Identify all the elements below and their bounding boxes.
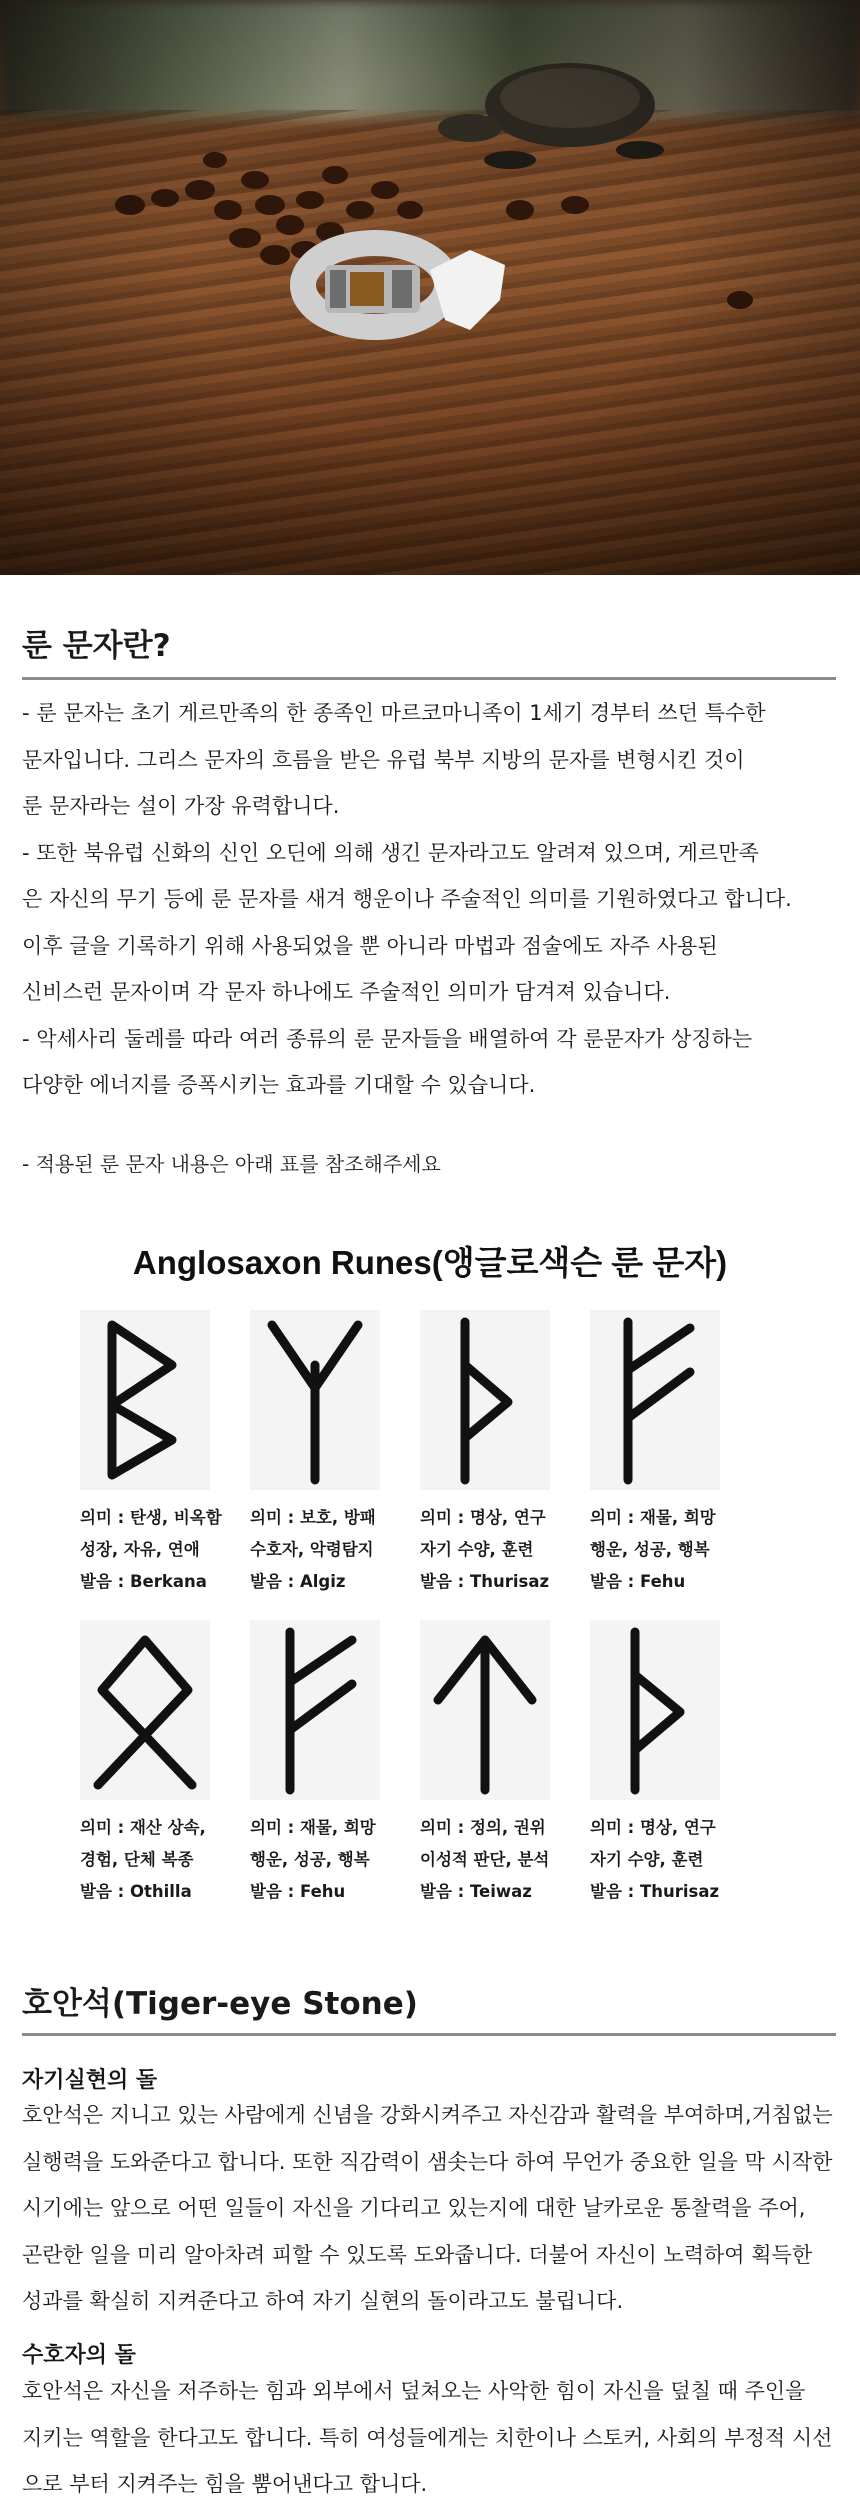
- self-realization-body: [22, 2092, 842, 2325]
- rune-meaning: 의미 : 재물, 희망: [250, 1818, 376, 1837]
- rune-intro-line: 문자입니다. 그리스 문자의 흐름을 받은 유럽 북부 지방의 문자를 변형시킨 것이: [22, 747, 745, 772]
- rune-meaning-cont: 이성적 판단, 분석: [420, 1850, 550, 1869]
- rune-meaning: 의미 : 명상, 연구: [590, 1818, 716, 1837]
- rune-intro-line: 다양한 에너지를 증폭시키는 효과를 기대할 수 있습니다.: [22, 1073, 536, 1097]
- tiger-eye-line: 호안석은 자신을 저주하는 힘과 외부에서 덮쳐오는 사악한 힘이 자신을 덮칠 때 주인을: [22, 2379, 806, 2403]
- guardian-body: [22, 2368, 842, 2500]
- rune-intro-line: 은 자신의 무기 등에 룬 문자를 새겨 행운이나 주술적인 의미를 기원하였다고 합니다.: [22, 887, 792, 911]
- rune-table-note: - 적용된 룬 문자 내용은 아래 표를 참조해주세요: [22, 1152, 441, 1176]
- rune-meaning-cont: 행운, 성공, 행복: [590, 1540, 710, 1559]
- rune-pronunciation: 발음 : Teiwaz: [420, 1882, 532, 1901]
- rune-card-fehu-2: [250, 1620, 420, 1908]
- rune-pronunciation: 발음 : Berkana: [80, 1572, 207, 1591]
- hero-photo: [0, 0, 860, 575]
- rune-meaning-cont: 수호자, 악령탐지: [250, 1540, 374, 1559]
- rune-meaning-cont: 경험, 단체 복종: [80, 1850, 194, 1869]
- rune-intro-line: - 또한 북유럽 신화의 신인 오딘에 의해 생긴 문자라고도 알려져 있으며, 게르만족: [22, 840, 759, 865]
- rune-card-othilla: [80, 1620, 250, 1908]
- tiger-eye-line: 실행력을 도와준다고 합니다. 또한 직감력이 샘솟는다 하여 무언가 중요한 일을 막 시작한: [22, 2149, 833, 2174]
- rune-meaning: 의미 : 정의, 권위: [420, 1818, 546, 1837]
- fehu-rune-icon: [590, 1310, 720, 1490]
- tiger-eye-line: 성과를 확실히 지켜준다고 하여 자기 실현의 돌이라고도 불립니다.: [22, 2289, 624, 2313]
- thurisaz-rune-icon: [590, 1620, 720, 1800]
- rune-card-fehu: [590, 1310, 760, 1598]
- rune-meaning: 의미 : 재물, 희망: [590, 1508, 716, 1527]
- self-realization-heading: 자기실현의 돌: [22, 2068, 158, 2093]
- rune-pronunciation: 발음 : Thurisaz: [420, 1572, 550, 1591]
- rune-meaning-cont: 행운, 성공, 행복: [250, 1850, 370, 1869]
- teiwaz-rune-icon: [420, 1620, 550, 1800]
- rune-pronunciation: 발음 : Algiz: [250, 1572, 346, 1591]
- rune-intro-line: - 악세사리 둘레를 따라 여러 종류의 룬 문자들을 배열하여 각 룬문자가 상징하는: [22, 1026, 753, 1051]
- rune-pronunciation: 발음 : Othilla: [80, 1882, 192, 1901]
- rune-card-algiz: [250, 1310, 420, 1598]
- tiger-eye-line: 곤란한 일을 미리 알아차려 피할 수 있도록 도와줍니다. 더불어 자신이 노력하여 획득한: [22, 2242, 813, 2267]
- rune-intro-divider: [22, 677, 836, 680]
- rune-card-teiwaz: [420, 1620, 590, 1908]
- rune-pronunciation: 발음 : Thurisaz: [590, 1882, 720, 1901]
- algiz-rune-icon: [250, 1310, 380, 1490]
- rune-card-berkana: [80, 1310, 250, 1598]
- rune-pronunciation: 발음 : Fehu: [590, 1572, 686, 1591]
- tiger-eye-divider: [22, 2033, 836, 2036]
- tiger-eye-title: 호안석(Tiger-eye Stone): [22, 1986, 418, 2022]
- rune-meaning-cont: 성장, 자유, 연애: [80, 1540, 200, 1559]
- tiger-eye-line: 시기에는 앞으로 어떤 일들이 자신을 기다리고 있는지에 대한 날카로운 통찰력을 주어,: [22, 2196, 806, 2220]
- rune-meaning: 의미 : 명상, 연구: [420, 1508, 546, 1527]
- rune-meaning-cont: 자기 수양, 훈련: [590, 1850, 704, 1869]
- photo-vignette: [0, 0, 860, 575]
- othilla-rune-icon: [80, 1620, 210, 1800]
- tiger-eye-line: 으로 부터 지켜주는 힘을 뿜어낸다고 합니다.: [22, 2472, 428, 2496]
- rune-intro-body: [22, 690, 842, 1109]
- thurisaz-rune-icon: [420, 1310, 550, 1490]
- rune-meaning-cont: 자기 수양, 훈련: [420, 1540, 534, 1559]
- rune-card-thurisaz: [420, 1310, 590, 1598]
- rune-intro-title: 룬 문자란?: [22, 628, 171, 664]
- rune-table-title: Anglosaxon Runes(앵글로색슨 룬 문자): [132, 1244, 728, 1281]
- tiger-eye-line: 지키는 역할을 한다고도 합니다. 특히 여성들에게는 치한이나 스토커, 사회의 부정적 시선: [22, 2425, 833, 2450]
- rune-intro-line: - 룬 문자는 초기 게르만족의 한 종족인 마르코마니족이 1세기 경부터 쓰던 특수한: [22, 701, 766, 725]
- rune-meaning: 의미 : 재산 상속,: [80, 1818, 206, 1837]
- fehu-rune-icon: [250, 1620, 380, 1800]
- rune-card-thurisaz-2: [590, 1620, 760, 1908]
- tiger-eye-line: 호안석은 지니고 있는 사람에게 신념을 강화시켜주고 자신감과 활력을 부여하며,거침없는: [22, 2103, 833, 2127]
- rune-intro-line: 신비스런 문자이며 각 문자 하나에도 주술적인 의미가 담겨져 있습니다.: [22, 980, 671, 1004]
- guardian-heading: 수호자의 돌: [22, 2343, 136, 2368]
- rune-pronunciation: 발음 : Fehu: [250, 1882, 346, 1901]
- rune-meaning: 의미 : 탄생, 비옥함: [80, 1508, 222, 1527]
- rune-meaning: 의미 : 보호, 방패: [250, 1508, 376, 1527]
- rune-intro-line: 이후 글을 기록하기 위해 사용되었을 뿐 아니라 마법과 점술에도 자주 사용된: [22, 933, 718, 958]
- berkana-rune-icon: [80, 1310, 210, 1490]
- rune-intro-line: 룬 문자라는 설이 가장 유력합니다.: [22, 794, 340, 818]
